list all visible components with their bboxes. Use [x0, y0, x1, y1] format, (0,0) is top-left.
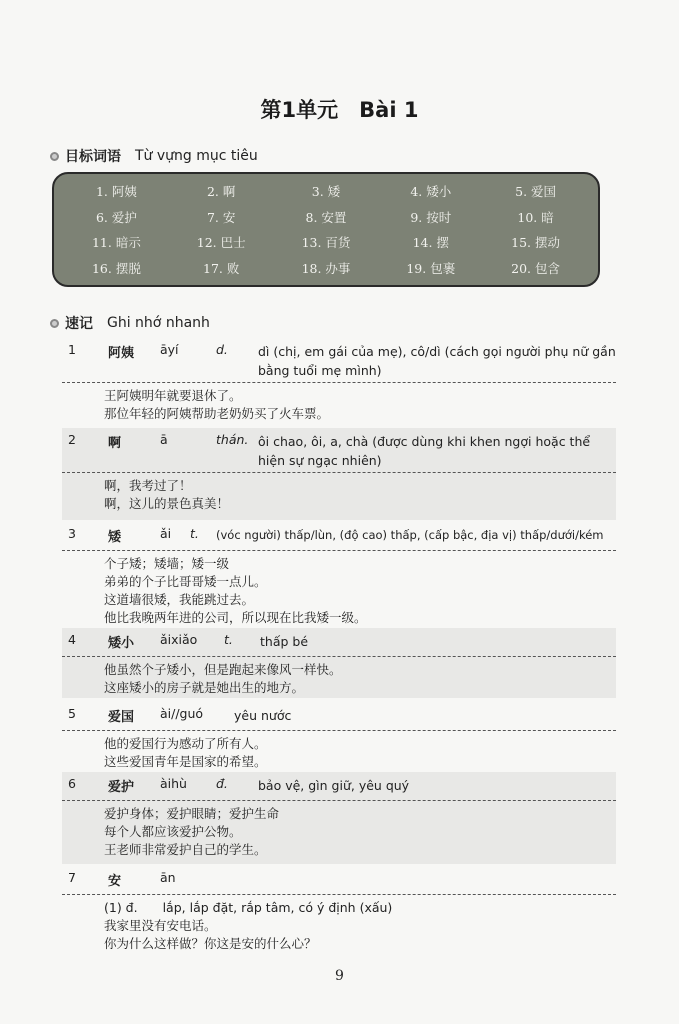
example: 弟弟的个子比哥哥矮一点儿。	[104, 574, 267, 589]
example: 啊，我考过了！	[104, 478, 192, 493]
example: 我家里没有安电话。	[104, 918, 217, 933]
example: 王老师非常爱护自己的学生。	[104, 842, 267, 857]
entry-1: 1 阿姨 āyí d. dì (chị, em gái của mẹ), cô/dì (cách gọi người phụ nữ gần bằng tuổi mẹ mình) 王阿姨明年就要退休了。 那位年轻的阿姨帮助老奶奶买了火车票。	[62, 338, 616, 423]
page-number: 9	[335, 968, 344, 984]
section-target-vocab: 目标词语 Từ vựng mục tiêu	[50, 146, 258, 166]
example: 这道墙很矮，我能跳过去。	[104, 592, 255, 607]
example: 爱护身体；爱护眼睛；爱护生命	[104, 806, 280, 821]
entry-2: 2 啊 ā thán. ôi chao, ôi, a, chà (được dùng khi khen ngợi hoặc thể hiện sự ngạc nhiên) 啊，我考过了！ 啊，这儿的景色真美！	[62, 428, 616, 520]
vocab-item: 13. 百货	[301, 235, 351, 251]
example: 这座矮小的房子就是她出生的地方。	[104, 680, 305, 695]
vocab-item: 11. 暗示	[91, 235, 141, 251]
bullet-icon	[50, 152, 59, 161]
example: 个子矮；矮墙；矮一级	[104, 556, 230, 571]
vocab-item: 1. 阿姨	[95, 183, 137, 199]
entry-4: 4 矮小 ǎixiǎo t. thấp bé 他虽然个子矮小，但是跑起来像风一样快。 这座矮小的房子就是她出生的地方。	[62, 628, 616, 698]
vocab-item: 18. 办事	[301, 261, 351, 277]
vocab-item: 7. 安	[206, 209, 236, 225]
example: 那位年轻的阿姨帮助老奶奶买了火车票。	[104, 406, 330, 421]
entry-3: 3 矮 ǎi t. (vóc người) thấp/lùn, (độ cao) thấp, (cấp bậc, địa vị) thấp/dưới/kém 个子矮；矮墙；矮一级 弟弟的个子比哥哥矮一点儿。 这道墙很矮，我能跳过去。 他比我晚两年进的公司，所以现在比我矮一级。	[62, 522, 616, 627]
page-title: 第1单元 Bài 1	[260, 98, 419, 122]
example: 他虽然个子矮小，但是跑起来像风一样快。	[104, 662, 342, 677]
vocab-item: 8. 安置	[305, 209, 347, 225]
vocab-item: 5. 爱国	[515, 183, 557, 199]
entry-7: 7 安 ān (1) đ. lắp, lắp đặt, rắp tâm, có ý định (xấu) 我家里没有安电话。 你为什么这样做？你这是安的什么心？	[62, 866, 616, 953]
example: 啊，这儿的景色真美！	[104, 496, 230, 511]
section-quick-notes: 速记 Ghi nhớ nhanh	[50, 313, 210, 333]
vocab-item: 20. 包含	[511, 261, 561, 277]
example: 每个人都应该爱护公物。	[104, 824, 242, 839]
bullet-icon	[50, 319, 59, 328]
vocab-item: 3. 矮	[311, 183, 341, 199]
vocab-item: 16. 摆脱	[91, 261, 141, 277]
vocab-item: 19. 包裹	[406, 261, 456, 277]
vocab-item: 10. 暗	[517, 209, 554, 225]
entry-6: 6 爱护 àihù đ. bảo vệ, gìn giữ, yêu quý 爱护身体；爱护眼睛；爱护生命 每个人都应该爱护公物。 王老师非常爱护自己的学生。	[62, 772, 616, 864]
vocab-item: 9. 按时	[410, 209, 452, 225]
vocab-box	[52, 172, 600, 287]
example: 王阿姨明年就要退休了。	[104, 388, 242, 403]
vocab-item: 17. 败	[203, 261, 240, 277]
example: 这些爱国青年是国家的希望。	[104, 754, 267, 769]
vocab-item: 14. 摆	[412, 235, 449, 251]
vocab-item: 4. 矮小	[410, 183, 452, 199]
vocab-item: 2. 啊	[206, 183, 236, 199]
entry-5: 5 爱国 ài//guó yêu nước 他的爱国行为感动了所有人。 这些爱国青年是国家的希望。	[62, 702, 616, 771]
vocab-item: 6. 爱护	[95, 209, 137, 225]
vocab-item: 15. 摆动	[511, 235, 561, 251]
example: 他的爱国行为感动了所有人。	[104, 736, 267, 751]
example: 你为什么这样做？你这是安的什么心？	[104, 936, 317, 951]
sense-1: (1) đ. lắp, lắp đặt, rắp tâm, có ý định (xấu)	[104, 900, 393, 915]
example: 他比我晚两年进的公司，所以现在比我矮一级。	[104, 610, 367, 625]
vocab-item: 12. 巴士	[196, 235, 246, 251]
